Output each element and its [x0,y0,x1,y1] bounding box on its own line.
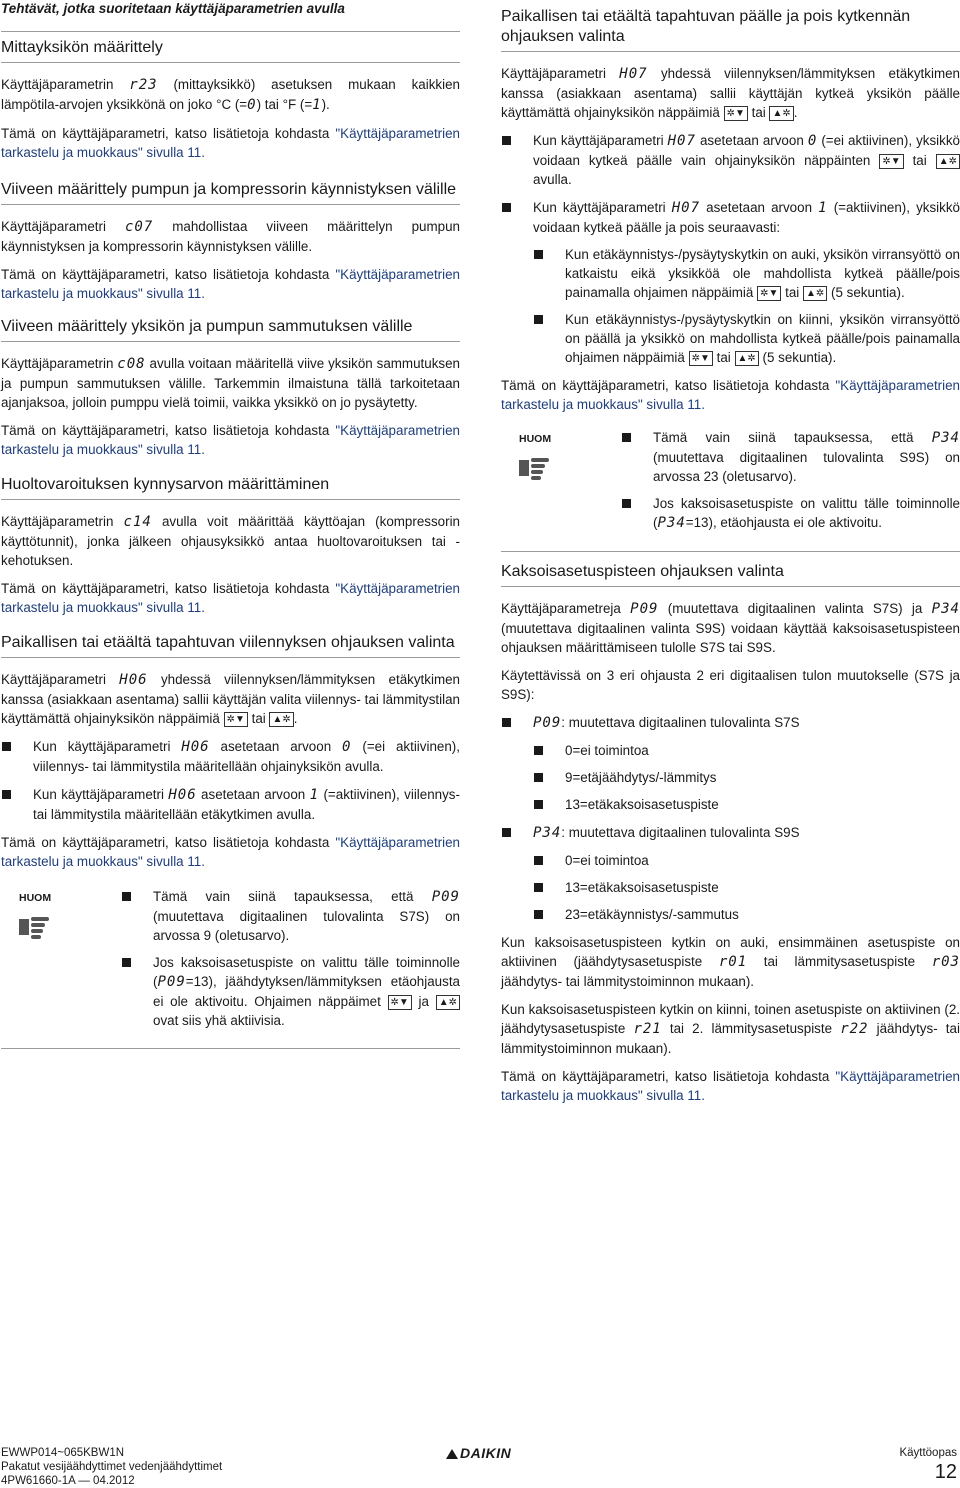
footer-left [1,1446,222,1488]
unit-paragraph: Käyttäjäparametrin r23 (mittayksikkö) asetuksen mukaan kaikkien lämpötila-arvojen yksikkönä on joko °C (=0) tai °F (=1). [1,77,460,113]
footer-right [899,1446,957,1484]
heading-cooling-control: Paikallisen tai etäältä tapahtuvan viilennyksen ohjauksen valinta [1,627,460,658]
left-column [1,0,460,1049]
list-item: P09: muutettava digitaalinen tulovalinta S7S [501,713,960,733]
list-item: Kun käyttäjäparametri H07 asetetaan arvoon 0 (=ei aktiivinen), yksikkö voidaan kytkeä päälle vain ohjainyksikön näppäinten ✲▼ tai ▲✲ avulla. [501,131,960,189]
reference-paragraph: Tämä on käyttäjäparametri, katso lisätietoja kohdasta "Käyttäjäparametrien tarkastelu ja muokkaus" sivulla 11. [501,1069,960,1103]
sub-list-item: 13=etäkaksoisasetuspiste [533,878,960,897]
param-code-c14: c14 [123,514,152,530]
cool-key-icon: ✲▼ [224,712,248,727]
reference-link[interactable]: "Käyttäjäparametrien tarkastelu ja muokkaus" sivulla 11. [1,835,460,869]
right-column [501,0,960,1105]
footer-doc-number: 4PW61660-1A — 04.2012 [1,1475,135,1487]
heat-key-icon: ▲✲ [769,106,793,121]
param-code-p09: P09 [630,601,659,617]
pump-delay-paragraph: Käyttäjäparametri c07 mahdollistaa viiveen määrittelyn pumpun käynnistyksen ja kompressorin käynnistyksen välille. [1,219,460,254]
param-code-c08: c08 [117,356,146,372]
footer-description: Pakatut vesijäähdyttimet vedenjäähdyttimet [1,1461,223,1473]
param-code-r23: r23 [129,77,158,93]
page-top-title: Tehtävät, jotka suoritetaan käyttäjäparametrien avulla [1,1,345,16]
list-item: Kun käyttäjäparametri H06 asetetaan arvoon 0 (=ei aktiivinen), viilennys- tai lämmitystila määritellään ohjainyksikön avulla. [1,737,460,776]
reference-paragraph: Tämä on käyttäjäparametri, katso lisätietoja kohdasta "Käyttäjäparametrien tarkastelu ja muokkaus" sivulla 11. [1,835,460,869]
page-footer [1,1440,959,1487]
cool-key-icon: ✲▼ [757,286,781,301]
dual-setpoint-paragraph: Käyttäjäparametreja P09 (muutettava digitaalinen valinta S7S) ja P34 (muutettava digitaalinen valinta S9S) voidaan käyttää kaksoisasetuspisteen ohjauksen määrittämiseen tulolle S7S tai S9S. [501,601,960,655]
daikin-logo-icon [446,1449,458,1459]
param-code-c07: c07 [124,219,154,235]
note-label: HUOM [19,892,52,904]
reference-link[interactable]: "Käyttäjäparametrien tarkastelu ja muokkaus" sivulla 11. [1,581,460,615]
heading-dual-setpoint: Kaksoisasetuspisteen ohjauksen valinta [501,556,960,587]
reference-paragraph: Tämä on käyttäjäparametri, katso lisätietoja kohdasta "Käyttäjäparametrien tarkastelu ja muokkaus" sivulla 11. [1,126,460,160]
heading-shutdown-delay: Viiveen määrittely yksikön ja pumpun sammutuksen välille [1,311,460,342]
daikin-logo: DAIKIN [446,1446,511,1460]
heat-key-icon: ▲✲ [936,154,960,169]
reference-link[interactable]: "Käyttäjäparametrien tarkastelu ja muokkaus" sivulla 11. [501,378,960,412]
reference-link[interactable]: "Käyttäjäparametrien tarkastelu ja muokkaus" sivulla 11. [1,267,460,301]
reference-link[interactable]: "Käyttäjäparametrien tarkastelu ja muokkaus" sivulla 11. [1,423,460,457]
pointing-hand-icon [517,452,557,482]
pointing-hand-icon [17,911,57,941]
note-item: Jos kaksoisasetuspiste on valittu tälle toiminnolle (P09=13), jäähdytyksen/lämmityksen etäohjausta ei ole aktivoitu. Ohjaimen näppäimet ✲▼ ja ▲✲ ovat siis yhä aktiivisia. [121,953,460,1030]
reference-paragraph: Tämä on käyttäjäparametri, katso lisätietoja kohdasta "Käyttäjäparametrien tarkastelu ja muokkaus" sivulla 11. [501,378,960,412]
heading-service-threshold: Huoltovaroituksen kynnysarvon määrittäminen [1,469,460,500]
page-number: 12 [934,1461,957,1483]
reference-link[interactable]: "Käyttäjäparametrien tarkastelu ja muokkaus" sivulla 11. [1,126,460,160]
cool-key-icon: ✲▼ [689,351,713,366]
note-box [1,887,460,1049]
dual-setpoint-open: Kun kaksoisasetuspisteen kytkin on auki, ensimmäinen asetuspiste on aktiivinen (jäähdytysasetuspiste r01 tai lämmitysasetuspiste r03 jäähdytys- tai lämmitystoiminnon mukaan). [501,935,960,989]
sub-list-item: Kun etäkäynnistys-/pysäytyskytkin on kiinni, yksikön virransyöttö on päällä ja yksikkö on mahdollista kytkeä päälle/pois painamalla ohjaimen näppäimiä ✲▼ tai ▲✲ (5 sekuntia). [533,310,960,367]
cool-key-icon: ✲▼ [724,106,748,121]
reference-paragraph: Tämä on käyttäjäparametri, katso lisätietoja kohdasta "Käyttäjäparametrien tarkastelu ja muokkaus" sivulla 11. [1,267,460,301]
list-item: Kun käyttäjäparametri H06 asetetaan arvoon 1 (=aktiivinen), viilennys- tai lämmitystila määritellään etäkytkimen avulla. [1,785,460,824]
footer-model: EWWP014~065KBW1N [1,1447,125,1459]
cooling-control-paragraph: Käyttäjäparametri H06 yhdessä viilennyksen/lämmityksen etäkytkimen kanssa (asiakkaan asentama) sallii käyttäjän valita viilennys- tai lämmitystilan käyttämättä ohjainyksikön näppäimiä ✲▼ tai ▲✲ . [1,672,460,726]
param-code-h07: H07 [619,66,648,82]
note-item: Jos kaksoisasetuspiste on valittu tälle toiminnolle (P34=13), etäohjausta ei ole aktivoitu. [621,494,960,533]
sub-list-item: 9=etäjäähdytys/-lämmitys [533,768,960,787]
heat-key-icon: ▲✲ [735,351,759,366]
sub-list-item: 0=ei toimintoa [533,851,960,870]
heading-onoff-control: Paikallisen tai etäältä tapahtuvan päälle ja pois kytkennän ohjauksen valinta [501,0,960,52]
list-item: P34: muutettava digitaalinen tulovalinta S9S [501,823,960,843]
param-code-h06: H06 [119,672,148,688]
cool-key-icon: ✲▼ [388,995,412,1010]
heading-pump-delay: Viiveen määrittely pumpun ja kompressorin käynnistyksen välille [1,174,460,205]
sub-list-item: 23=etäkäynnistys/-sammutus [533,905,960,924]
sub-list-item: 0=ei toimintoa [533,741,960,760]
note-item: Tämä vain siinä tapauksessa, että P09 (muutettava digitaalinen tulovalinta S7S) on arvossa 9 (oletusarvo). [121,887,460,945]
heat-key-icon: ▲✲ [269,712,293,727]
list-item: Kun käyttäjäparametri H07 asetetaan arvoon 1 (=aktiivinen), yksikkö voidaan kytkeä päälle ja pois seuraavasti: [501,198,960,237]
sub-list-item: Kun etäkäynnistys-/pysäytyskytkin on auki, yksikön virransyöttö on katkaistu eikä yksikköä ole mahdollista kytkeä päälle/pois painamalla ohjaimen näppäimiä ✲▼ tai ▲✲ (5 sekuntia). [533,245,960,302]
onoff-control-paragraph: Käyttäjäparametri H07 yhdessä viilennyksen/lämmityksen etäkytkimen kanssa (asiakkaan asentama) sallii käyttäjän kytkeä yksikön päälle käyttämättä ohjainyksikön näppäimiä ✲▼ tai ▲✲ . [501,66,960,120]
dual-setpoint-closed: Kun kaksoisasetuspisteen kytkin on kiinni, toinen asetuspiste on aktiivinen (2. jäähdytysasetuspiste r21 tai 2. lämmitysasetuspiste r22 jäähdytys- tai lämmitystoiminnon mukaan). [501,1002,960,1056]
reference-paragraph: Tämä on käyttäjäparametri, katso lisätietoja kohdasta "Käyttäjäparametrien tarkastelu ja muokkaus" sivulla 11. [1,423,460,457]
heat-key-icon: ▲✲ [803,286,827,301]
footer-manual-title: Käyttöopas [899,1447,957,1459]
heat-key-icon: ▲✲ [436,995,460,1010]
service-threshold-paragraph: Käyttäjäparametrin c14 avulla voit määrittää käyttöajan (kompressorin käyttötunnit), jonka jälkeen ohjausyksikkö antaa huoltovaroituksen tai -kehotuksen. [1,514,460,568]
heading-unit: Mittayksikön määrittely [1,31,460,63]
note-label: HUOM [519,433,552,445]
sub-list-item: 13=etäkaksoisasetuspiste [533,795,960,814]
note-item: Tämä vain siinä tapauksessa, että P34 (muutettava digitaalinen tulovalinta S9S) on arvossa 23 (oletusarvo). [621,428,960,486]
reference-paragraph: Tämä on käyttäjäparametri, katso lisätietoja kohdasta "Käyttäjäparametrien tarkastelu ja muokkaus" sivulla 11. [1,581,460,615]
note-box [501,428,960,552]
reference-link[interactable]: "Käyttäjäparametrien tarkastelu ja muokkaus" sivulla 11. [501,1069,960,1103]
cool-key-icon: ✲▼ [879,154,903,169]
shutdown-delay-paragraph: Käyttäjäparametrin c08 avulla voitaan määritellä viive yksikön sammutuksen ja pumpun sammutuksen välille. Tarkemmin ilmaistuna tällä tarkoitetaan ajanjaksoa, jolloin pumppu vielä toimii, vaikka yksikkö on jo pysäytetty. [1,356,460,410]
param-code-p34: P34 [931,601,960,617]
dual-setpoint-intro: Käytettävissä on 3 eri ohjausta 2 eri digitaalisen tulon muutokselle (S7S ja S9S): [501,668,960,702]
